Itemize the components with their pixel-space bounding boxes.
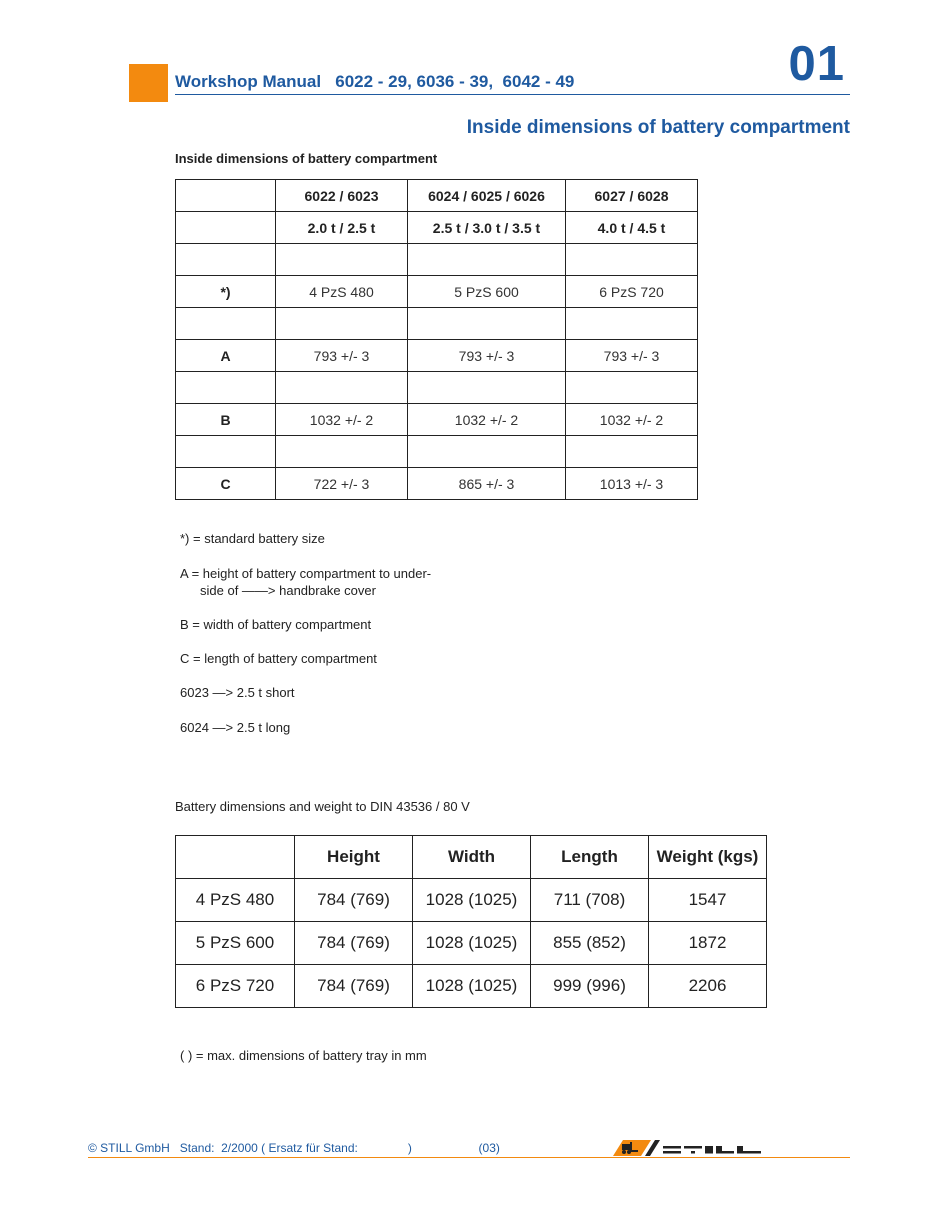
table-cell (176, 212, 276, 244)
header-divider (175, 94, 850, 95)
table-cell: 793 +/- 3 (276, 340, 408, 372)
page-heading: Inside dimensions of battery compartment (466, 117, 850, 138)
table-cell: 6024 / 6025 / 6026 (408, 180, 566, 212)
table-row (176, 404, 698, 436)
table-cell: 1028 (1025) (413, 922, 531, 965)
table-cell: 6022 / 6023 (276, 180, 408, 212)
logo-wordmark (663, 1146, 761, 1154)
table-cell: 793 +/- 3 (408, 340, 566, 372)
footer-text: © STILL GmbH Stand: 2/2000 ( Ersatz für Stand: ) (03) (88, 1141, 500, 1155)
table-cell (176, 244, 276, 276)
table-header-cell (176, 836, 295, 879)
note-standard-battery: *) = standard battery size (180, 531, 325, 546)
table-cell (408, 372, 566, 404)
table-cell: 999 (996) (531, 965, 649, 1008)
battery-weights-title: Battery dimensions and weight to DIN 43536 / 80 V (175, 799, 470, 814)
table-cell: 1028 (1025) (413, 879, 531, 922)
table-cell: 1032 +/- 2 (566, 404, 698, 436)
table-cell: 5 PzS 600 (176, 922, 295, 965)
table-cell: 722 +/- 3 (276, 468, 408, 500)
table-cell (276, 308, 408, 340)
table-cell: 4 PzS 480 (276, 276, 408, 308)
table-header-cell: Height (295, 836, 413, 879)
table-cell: 6 PzS 720 (176, 965, 295, 1008)
table-row (176, 372, 698, 404)
still-logo (607, 1138, 767, 1158)
table-cell (566, 308, 698, 340)
table-cell (176, 372, 276, 404)
table-cell (408, 436, 566, 468)
table-cell: 865 +/- 3 (408, 468, 566, 500)
table-row (176, 436, 698, 468)
table-row (176, 879, 767, 922)
note-a-line1: A = height of battery compartment to under- (180, 566, 432, 581)
table-cell: 784 (769) (295, 965, 413, 1008)
table-cell: 1028 (1025) (413, 965, 531, 1008)
table-header-row (176, 836, 767, 879)
battery-weights-table (175, 835, 767, 1008)
table-header-row (176, 180, 698, 212)
compartment-section-title: Inside dimensions of battery compartment (175, 151, 438, 166)
table-cell: 6 PzS 720 (566, 276, 698, 308)
table-row (176, 340, 698, 372)
note-6024: 6024 —> 2.5 t long (180, 720, 291, 735)
table-cell: 711 (708) (531, 879, 649, 922)
table-cell: 784 (769) (295, 879, 413, 922)
table-cell: 4 PzS 480 (176, 879, 295, 922)
table-cell: 4.0 t / 4.5 t (566, 212, 698, 244)
table-header-row (176, 212, 698, 244)
table-cell: 6027 / 6028 (566, 180, 698, 212)
table-cell (176, 308, 276, 340)
table-cell (408, 244, 566, 276)
table-cell: 793 +/- 3 (566, 340, 698, 372)
tray-dimensions-note: ( ) = max. dimensions of battery tray in mm (180, 1048, 427, 1063)
table-cell (276, 244, 408, 276)
table-row (176, 965, 767, 1008)
table-header-cell: Length (531, 836, 649, 879)
table-cell: 1547 (649, 879, 767, 922)
note-a-line2: side of ——> handbrake cover (200, 583, 376, 598)
manual-title: Workshop Manual 6022 - 29, 6036 - 39, 6042 - 49 (175, 72, 575, 91)
note-c: C = length of battery compartment (180, 651, 377, 666)
table-cell: 2.0 t / 2.5 t (276, 212, 408, 244)
table-cell: C (176, 468, 276, 500)
table-cell: 1013 +/- 3 (566, 468, 698, 500)
table-row (176, 308, 698, 340)
table-cell (276, 436, 408, 468)
table-cell: 5 PzS 600 (408, 276, 566, 308)
table-header-cell: Width (413, 836, 531, 879)
table-cell (176, 436, 276, 468)
table-cell: B (176, 404, 276, 436)
table-cell: 1032 +/- 2 (408, 404, 566, 436)
table-cell: 784 (769) (295, 922, 413, 965)
table-row (176, 276, 698, 308)
table-cell (566, 436, 698, 468)
table-cell: 1872 (649, 922, 767, 965)
table-cell (566, 372, 698, 404)
chapter-number: 01 (788, 37, 845, 91)
table-cell (566, 244, 698, 276)
compartment-dimensions-table (175, 179, 698, 500)
table-cell (176, 180, 276, 212)
chapter-color-marker (129, 64, 168, 102)
table-row (176, 244, 698, 276)
table-header-cell: Weight (kgs) (649, 836, 767, 879)
table-cell: 1032 +/- 2 (276, 404, 408, 436)
table-row (176, 468, 698, 500)
table-row (176, 922, 767, 965)
table-cell (408, 308, 566, 340)
table-cell: *) (176, 276, 276, 308)
note-b: B = width of battery compartment (180, 617, 372, 632)
table-cell: 855 (852) (531, 922, 649, 965)
table-cell (276, 372, 408, 404)
note-6023: 6023 —> 2.5 t short (180, 685, 295, 700)
table-cell: A (176, 340, 276, 372)
table-cell: 2.5 t / 3.0 t / 3.5 t (408, 212, 566, 244)
table-cell: 2206 (649, 965, 767, 1008)
